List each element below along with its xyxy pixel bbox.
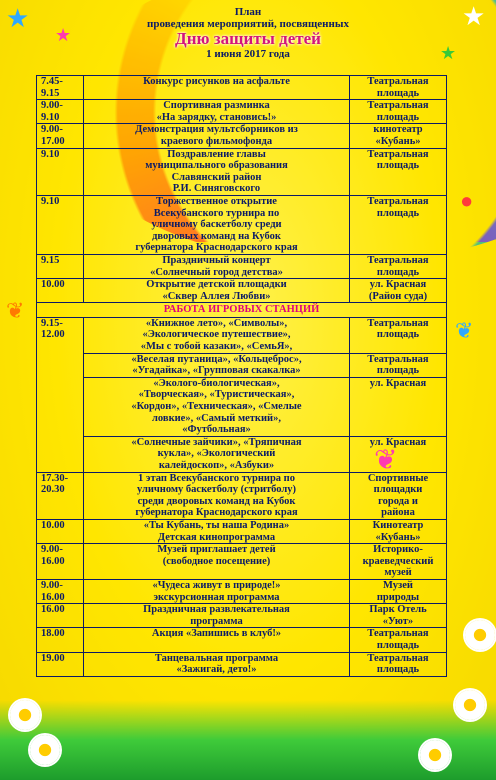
daisy-icon	[30, 735, 60, 765]
table-row	[37, 377, 447, 436]
event-cell: Демонстрация мультсборников из краевого фильмофонда	[84, 124, 350, 148]
event-cell: «Чудеса живут в природе!» экскурсионная программа	[84, 579, 350, 603]
table-row	[37, 124, 447, 148]
place-cell: ул. Красная	[350, 436, 447, 472]
event-cell: «Книжное лето», «Символы», «Экологическое путешествие», «Мы с тобой казаки», «СемьЯ»,	[84, 317, 350, 353]
time-cell: 19.00	[37, 652, 84, 676]
event-cell: Музей приглашает детей (свободное посещение)	[84, 544, 350, 580]
table-row	[37, 472, 447, 519]
place-cell: Историко- краеведческий музей	[350, 544, 447, 580]
place-cell: ул. Красная (Район суда)	[350, 279, 447, 303]
event-cell: «Веселая путаница», «Кольцеброс», «Угадайка», «Групповая скакалка»	[84, 353, 350, 377]
section-row	[37, 303, 447, 318]
event-cell: Праздничный концерт «Солнечный город детства»	[84, 254, 350, 278]
table-row	[37, 628, 447, 652]
header-line1: План	[234, 6, 262, 18]
place-cell: Театральная площадь	[350, 652, 447, 676]
place-cell: Театральная площадь	[350, 100, 447, 124]
time-cell: 9.00- 16.00	[37, 579, 84, 603]
time-cell: 9.10	[37, 148, 84, 195]
place-cell: Театральная площадь	[350, 195, 447, 254]
place-cell: Театральная площадь	[350, 254, 447, 278]
place-cell: Музей природы	[350, 579, 447, 603]
place-cell: Театральная площадь	[350, 353, 447, 377]
table-row	[37, 604, 447, 628]
place-cell: кинотеатр «Кубань»	[350, 124, 447, 148]
star-icon: ★	[55, 25, 72, 45]
star-icon: ★	[440, 43, 457, 63]
time-cell: 10.00	[37, 519, 84, 543]
event-cell: «Ты Кубань, ты наша Родина» Детская кинопрограмма	[84, 519, 350, 543]
event-cell: Конкурс рисунков на асфальте	[84, 76, 350, 100]
table-row	[37, 579, 447, 603]
time-cell: 9.00- 16.00	[37, 544, 84, 580]
butterfly-icon: ❦	[374, 445, 398, 476]
butterfly-icon: ❦	[6, 298, 25, 323]
header-date: 1 июня 2017 года	[206, 48, 290, 60]
table-row	[37, 76, 447, 100]
table-row	[37, 279, 447, 303]
time-cell: 18.00	[37, 628, 84, 652]
grass-decoration	[0, 700, 496, 780]
table-row	[37, 544, 447, 580]
table-row	[37, 353, 447, 377]
place-cell: Театральная площадь	[350, 317, 447, 353]
table-row	[37, 652, 447, 676]
schedule-table	[36, 75, 447, 677]
place-cell: Спортивные площадки города и района	[350, 472, 447, 519]
event-cell: Спортивная разминка «На зарядку, становись!»	[84, 100, 350, 124]
time-cell: 17.30- 20.30	[37, 472, 84, 519]
event-cell: «Солнечные зайчики», «Тряпичная кукла», «Экологический калейдоскоп», «Азбуки»	[84, 436, 350, 472]
daisy-icon	[10, 700, 40, 730]
daisy-icon	[455, 690, 485, 720]
event-cell: «Эколого-биологическая», «Творческая», «Туристическая», «Кордон», «Техническая», «Смелые ловкие», «Самый меткий», «Футбольная»	[84, 377, 350, 436]
section-title: РАБОТА ИГРОВЫХ СТАНЦИЙ	[37, 303, 447, 318]
event-cell: Поздравление главы муниципального образования Славянский район Р.И. Синяговского	[84, 148, 350, 195]
event-cell: Акция «Запишись в клуб!»	[84, 628, 350, 652]
place-cell: Театральная площадь	[350, 628, 447, 652]
table-row	[37, 436, 447, 472]
time-cell: 9.00- 17.00	[37, 124, 84, 148]
time-cell: 9.15	[37, 254, 84, 278]
place-cell: Кинотеатр «Кубань»	[350, 519, 447, 543]
time-cell: 9.15- 12.00	[37, 317, 84, 472]
time-cell: 7.45- 9.15	[37, 76, 84, 100]
time-cell: 10.00	[37, 279, 84, 303]
basketball-icon: ●	[460, 188, 474, 213]
time-cell: 9.10	[37, 195, 84, 254]
daisy-icon	[465, 620, 495, 650]
place-cell: ул. Красная	[350, 377, 447, 436]
star-icon: ★	[462, 2, 486, 31]
place-cell: Парк Отель «Уют»	[350, 604, 447, 628]
table-row	[37, 148, 447, 195]
event-cell: Праздничная развлекательная программа	[84, 604, 350, 628]
daisy-icon	[420, 740, 450, 770]
page-title: Дню защиты детей	[175, 29, 321, 48]
header	[0, 2, 496, 60]
table-row	[37, 254, 447, 278]
star-icon: ★	[6, 4, 30, 33]
table-row	[37, 195, 447, 254]
time-cell: 9.00- 9.10	[37, 100, 84, 124]
event-cell: Танцевальная программа «Зажигай, дето!»	[84, 652, 350, 676]
header-line2: проведения мероприятий, посвященных	[147, 18, 349, 30]
table-row	[37, 100, 447, 124]
place-cell: Театральная площадь	[350, 148, 447, 195]
event-cell: 1 этап Всекубанского турнира по уличному баскетболу (стритболу) среди дворовых команд на Кубок губернатора Краснодарского края	[84, 472, 350, 519]
table-row	[37, 519, 447, 543]
event-cell: Торжественное открытие Всекубанского турнира по уличному баскетболу среди дворовых команд на Кубок губернатора Краснодарского края	[84, 195, 350, 254]
event-cell: Открытие детской площадки «Сквер Аллея Любви»	[84, 279, 350, 303]
time-cell: 16.00	[37, 604, 84, 628]
butterfly-icon: ❦	[455, 318, 474, 343]
table-row	[37, 317, 447, 353]
place-cell: Театральная площадь	[350, 76, 447, 100]
